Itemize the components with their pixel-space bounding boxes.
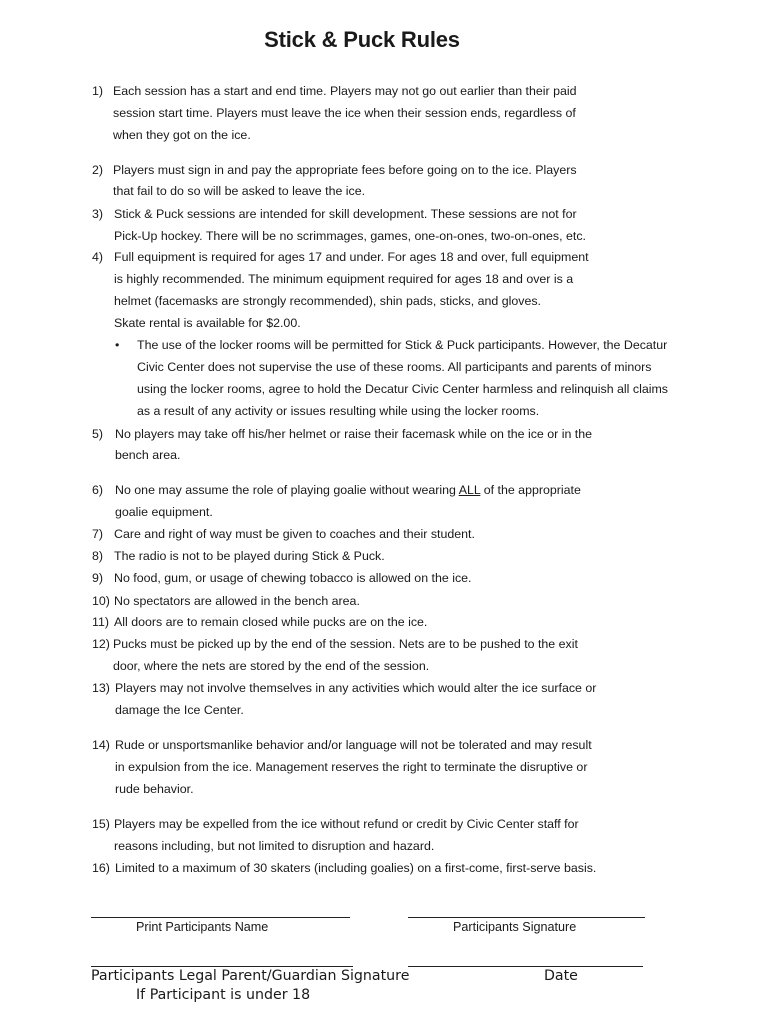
rule-text: goalie equipment.	[115, 505, 213, 519]
rule-text: No one may assume the role of playing goalie without wearing	[115, 483, 459, 497]
rule-10	[92, 593, 360, 609]
rule-7	[92, 526, 475, 542]
rule-9	[92, 570, 472, 586]
rule-number: 1)	[92, 84, 104, 98]
guardian-signature-label: Participants Legal Parent/Guardian Signature	[91, 968, 410, 984]
participant-signature-line[interactable]	[408, 917, 645, 918]
rule-text: Stick & Puck sessions are intended for skill development. These sessions are not for	[114, 207, 577, 221]
rule-6	[92, 482, 581, 498]
rule-15	[92, 816, 579, 832]
rule-text: rude behavior.	[115, 782, 194, 796]
rule-text: of the appropriate	[480, 483, 581, 497]
rule-text: Players must sign in and pay the appropriate fees before going on to the ice. Players	[113, 163, 577, 177]
rule-text-underlined: ALL	[458, 483, 481, 497]
rule-text: door, where the nets are stored by the end of the session.	[113, 659, 430, 673]
page-title: Stick & Puck Rules	[264, 27, 460, 52]
rule-text: session start time. Players must leave the ice when their session ends, regardless of	[113, 106, 576, 120]
rule-text: reasons including, but not limited to disruption and hazard.	[114, 839, 435, 853]
rule-text: Players may not involve themselves in any activities which would alter the ice surface or	[115, 681, 597, 695]
rule-text: Pucks must be picked up by the end of the session. Nets are to be pushed to the exit	[113, 637, 578, 651]
rule-text: in expulsion from the ice. Management reserves the right to terminate the disruptive or	[115, 760, 588, 774]
rule-12	[92, 636, 578, 652]
guardian-note: If Participant is under 18	[136, 987, 311, 1003]
rule-number: 12)	[92, 637, 110, 651]
rule-11	[92, 614, 428, 630]
rule-number: 11)	[92, 615, 109, 629]
rule-number: 16)	[92, 861, 110, 875]
rule-text: is highly recommended. The minimum equipment required for ages 18 and over is a	[114, 272, 574, 286]
rule-text: Players may be expelled from the ice without refund or credit by Civic Center staff for	[114, 817, 579, 831]
rule-text: Each session has a start and end time. Players may not go out earlier than their paid	[113, 84, 577, 98]
rule-number: 5)	[92, 427, 104, 441]
rule-number: 7)	[92, 527, 104, 541]
rule-16	[92, 860, 597, 876]
rule-2	[92, 162, 577, 178]
rule-text: No food, gum, or usage of chewing tobacco is allowed on the ice.	[114, 571, 472, 585]
rule-number: 14)	[92, 738, 110, 752]
bullet-icon: •	[115, 338, 120, 352]
rule-text: Pick-Up hockey. There will be no scrimmages, games, one-on-ones, two-on-ones, etc.	[114, 229, 586, 243]
rule-5	[92, 426, 593, 442]
rule-number: 10)	[92, 594, 110, 608]
bullet-text: as a result of any activity or issues resulting while using the locker rooms.	[137, 404, 540, 418]
rule-number: 9)	[92, 571, 104, 585]
rule-4	[92, 249, 589, 265]
bullet-text: Civic Center does not supervise the use of these rooms. All participants and parents of minors	[137, 360, 652, 374]
rule-text: Care and right of way must be given to coaches and their student.	[114, 527, 475, 541]
rule-text: No players may take off his/her helmet or raise their facemask while on the ice or in the	[115, 427, 593, 441]
rule-14	[92, 737, 592, 753]
rule-text: Full equipment is required for ages 17 and under. For ages 18 and over, full equipment	[114, 250, 589, 264]
rule-number: 8)	[92, 549, 104, 563]
rule-number: 6)	[92, 483, 104, 497]
rule-text: helmet (facemasks are strongly recommended), shin pads, sticks, and gloves.	[114, 294, 541, 308]
bullet-text: using the locker rooms, agree to hold the Decatur Civic Center harmless and relinquish all claims	[137, 382, 668, 396]
rule-number: 3)	[92, 207, 104, 221]
rule-number: 2)	[92, 163, 104, 177]
rule-text: Skate rental is available for $2.00.	[114, 316, 301, 330]
date-label: Date	[544, 968, 578, 984]
rule-text: bench area.	[115, 448, 181, 462]
participant-signature-label: Participants Signature	[453, 920, 577, 934]
rule-8	[92, 548, 385, 564]
bullet-text: The use of the locker rooms will be permitted for Stick & Puck participants. However, the Decatur	[137, 338, 668, 352]
participant-name-label: Print Participants Name	[136, 920, 269, 934]
rule-1	[92, 83, 577, 99]
rule-number: 4)	[92, 250, 104, 264]
date-line[interactable]	[408, 966, 643, 967]
rule-text: The radio is not to be played during Stick & Puck.	[114, 549, 385, 563]
rule-text: damage the Ice Center.	[115, 703, 244, 717]
rule-text: Limited to a maximum of 30 skaters (including goalies) on a first-come, first-serve basis.	[115, 861, 597, 875]
rule-3	[92, 206, 577, 222]
participant-name-line[interactable]	[91, 917, 350, 918]
rule-text: No spectators are allowed in the bench area.	[114, 594, 360, 608]
rule-text: when they got on the ice.	[113, 128, 251, 142]
rule-text: that fail to do so will be asked to leave the ice.	[113, 184, 366, 198]
rule-13	[92, 680, 597, 696]
rule-number: 15)	[92, 817, 110, 831]
rule-text: Rude or unsportsmanlike behavior and/or language will not be tolerated and may result	[115, 738, 592, 752]
rule-text: All doors are to remain closed while pucks are on the ice.	[114, 615, 428, 629]
rule-number: 13)	[92, 681, 110, 695]
